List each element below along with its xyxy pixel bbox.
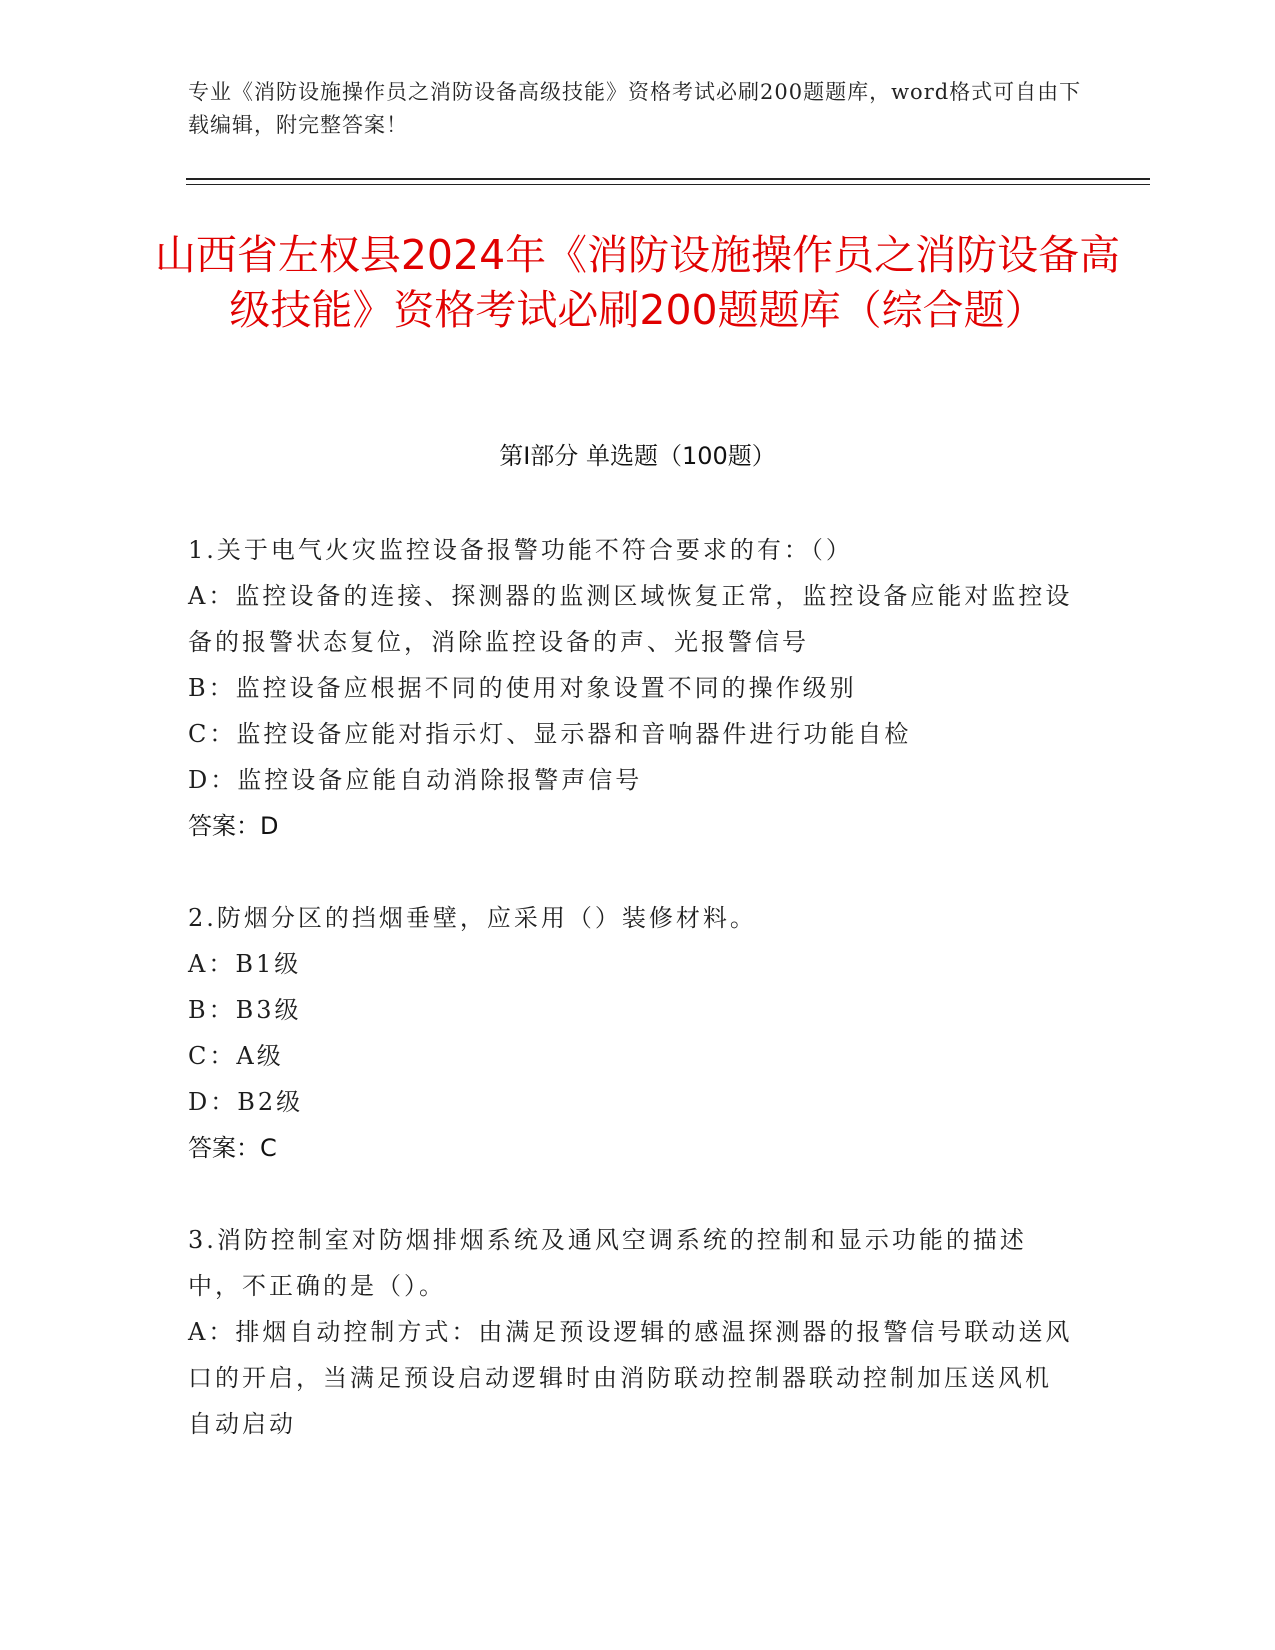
question-stem: 2.防烟分区的挡烟垂壁，应采用（）装修材料。 [188, 904, 757, 932]
option-c: C：监控设备应能对指示灯、显示器和音响器件进行功能自检 [188, 720, 912, 748]
section-title: 第I部分 单选题（100题） [499, 442, 776, 470]
question-item [188, 895, 1073, 1171]
option-a: A：B1级 [188, 950, 302, 978]
answer-line: 答案：D [188, 812, 279, 840]
answer-line: 答案：C [188, 1134, 277, 1162]
question-item [188, 1217, 1073, 1447]
header-divider-thick [186, 178, 1150, 180]
header-note: 专业《消防设施操作员之消防设备高级技能》资格考试必刷200题题库，word格式可自由下载编辑，附完整答案！ [188, 80, 1082, 137]
option-a: A：监控设备的连接、探测器的监测区域恢复正常，监控设备应能对监控设备的报警状态复位，消除监控设备的声、光报警信号 [188, 582, 1073, 656]
question-item [188, 527, 1073, 849]
header-divider-thin [186, 184, 1150, 185]
option-c: C：A级 [188, 1042, 284, 1070]
option-b: B：B3级 [188, 996, 302, 1024]
option-d: D：B2级 [188, 1088, 304, 1116]
question-stem: 1.关于电气火灾监控设备报警功能不符合要求的有：（） [188, 536, 853, 564]
option-d: D：监控设备应能自动消除报警声信号 [188, 766, 643, 794]
option-a: A：排烟自动控制方式：由满足预设逻辑的感温探测器的报警信号联动送风口的开启，当满足预设启动逻辑时由消防联动控制器联动控制加压送风机自动启动 [188, 1318, 1073, 1438]
question-list [188, 527, 1073, 1493]
document-title: 山西省左权县2024年《消防设施操作员之消防设备高级技能》资格考试必刷200题题库（综合题） [154, 231, 1121, 334]
question-stem: 3.消防控制室对防烟排烟系统及通风空调系统的控制和显示功能的描述中，不正确的是（）。 [188, 1226, 1027, 1300]
option-b: B：监控设备应根据不同的使用对象设置不同的操作级别 [188, 674, 857, 702]
